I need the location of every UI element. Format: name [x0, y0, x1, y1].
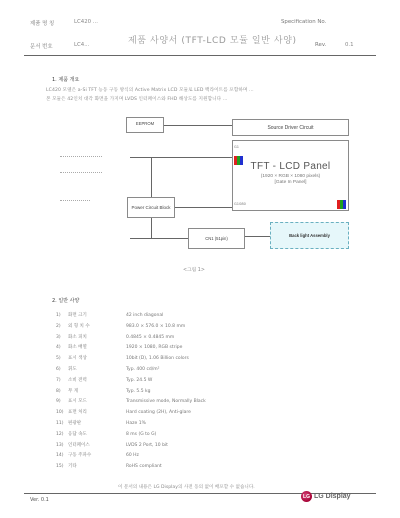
wire-eeprom-source: [164, 125, 232, 126]
gate-line-g1080-label: G1080: [234, 202, 246, 206]
signal-line-2: [60, 172, 102, 174]
spec-row: [56, 398, 206, 407]
lg-logo-text: LG Display: [314, 493, 351, 500]
spec-row-key: 표면 처리: [68, 410, 87, 416]
signal-line-1: [60, 156, 102, 158]
spec-row-value: 0.4845 × 0.4845 mm: [126, 334, 175, 340]
spec-row-number: 6): [56, 367, 61, 372]
spec-row-value: 60 Hz: [126, 453, 139, 459]
spec-row-value: RoHS compliant: [126, 464, 162, 470]
spec-row-value: 983.0 × 576.0 × 10.8 mm: [126, 323, 186, 329]
spec-row-key: 표시 모드: [68, 399, 87, 405]
power-circuit-box: Power Circuit Block: [127, 197, 175, 218]
backlight-assembly-box: Back light Assembly: [270, 222, 349, 249]
spec-row-number: 4): [56, 345, 61, 351]
product-name-label: 제품 명 칭: [30, 21, 55, 27]
spec-row-key: 외 형 치 수: [68, 323, 90, 329]
spec-row-value: 10bit (D), 1.06 Billion colors: [126, 356, 189, 362]
spec-row-number: 13): [56, 442, 64, 448]
spec-row-key: 화소 피치: [68, 334, 87, 340]
spec-row-value: 1920 × 1080, RGB stripe: [126, 345, 183, 351]
spec-row-value: Hard coating (2H), Anti-glare: [126, 410, 191, 416]
spec-row-value: Typ. 5.5 kg: [126, 388, 151, 394]
spec-row-value: Haze 1%: [126, 421, 146, 426]
wire-power-panel: [175, 207, 232, 208]
spec-row-value: Typ. 24.5 W: [126, 377, 153, 383]
header-divider: [24, 55, 376, 56]
wire-timing-panel: [130, 157, 232, 158]
rgb-swatch-bottom: [337, 200, 346, 209]
spec-row-key: 응답 속도: [68, 431, 87, 437]
spec-row-number: 7): [56, 377, 61, 383]
spec-row-key: 구동 주파수: [68, 453, 92, 459]
revision-label: Rev.: [315, 42, 327, 48]
wire-power-down: [151, 218, 152, 238]
spec-row-number: 8): [56, 388, 61, 394]
spec-row: [56, 334, 174, 343]
spec-row: [56, 463, 162, 472]
product-name-value: LC420 ...: [74, 19, 98, 25]
spec-row-key: 편광판: [68, 421, 82, 426]
spec-row: [56, 355, 189, 364]
spec-row-number: 9): [56, 399, 61, 405]
document-title: 제품 사양서 (TFT-LCD 모듈 일반 사양): [128, 36, 297, 46]
spec-row-number: 14): [56, 453, 64, 459]
section-2-heading: 2. 일반 사양: [52, 298, 80, 304]
spec-row-value: LVDS 2 Port, 10 bit: [126, 442, 168, 448]
cn1-connector-box: CN1 (51pin): [188, 228, 245, 249]
spec-row: [56, 388, 150, 397]
document-number-label: 문서 번호: [30, 44, 53, 50]
revision-value: 0.1: [345, 42, 354, 48]
lg-logo-icon: LG: [301, 491, 312, 502]
spec-row-number: 1): [56, 313, 61, 318]
spec-row-value: Transmissive mode, Normally Black: [126, 399, 206, 405]
spec-row-number: 5): [56, 356, 61, 362]
spec-row-key: 휘도: [68, 367, 77, 372]
footer-notice: 이 문서의 내용은 LG Display의 사전 동의 없이 배포할 수 없습니다.: [118, 485, 255, 490]
document-number-value: LC4...: [74, 42, 90, 48]
spec-row: [56, 452, 139, 461]
gate-line-g1-label: G1: [234, 145, 240, 149]
spec-row-key: 표시 색상: [68, 356, 87, 362]
spec-row-key: 무 게: [68, 388, 79, 394]
spec-row-number: 15): [56, 464, 64, 470]
spec-row-value: Typ. 400 cd/m²: [126, 367, 160, 372]
spec-row: [56, 442, 168, 451]
lcd-panel-gate: [Gate In Panel]: [274, 180, 307, 185]
spec-row-number: 3): [56, 334, 61, 340]
spec-row-number: 12): [56, 431, 64, 437]
wire-power-up: [151, 157, 152, 197]
spec-row: [56, 323, 185, 332]
spec-row: [56, 409, 191, 418]
spec-row: [56, 377, 152, 386]
spec-row-number: 10): [56, 410, 64, 416]
spec-row: [56, 312, 163, 321]
spec-row: [56, 366, 159, 375]
lcd-panel-box: [232, 140, 349, 211]
rgb-swatch-top: [234, 156, 243, 165]
spec-number-label: Specification No.: [281, 19, 327, 25]
signal-line-3: [60, 200, 90, 202]
spec-row-key: 화소 배열: [68, 345, 87, 351]
wire-input-cn1: [130, 238, 188, 239]
section-1-heading: 1. 제품 개요: [52, 77, 80, 83]
section-1-paragraph-1: LC420 모델은 a-Si TFT 능동 구동 방식의 Active Matrix LCD 모듈로 LED 백라이트를 포함하며 ...: [46, 88, 254, 93]
source-driver-box: Source Driver Circuit: [232, 119, 349, 136]
spec-row-key: 화면 크기: [68, 313, 87, 318]
spec-row-value: 42 inch diagonal: [126, 313, 164, 318]
spec-row-key: 기타: [68, 464, 77, 470]
spec-row-number: 11): [56, 421, 64, 426]
lcd-panel-title: TFT - LCD Panel: [250, 161, 331, 172]
spec-row-key: 소비 전력: [68, 377, 87, 383]
diagram-caption: <그림 1>: [183, 268, 205, 273]
spec-row: [56, 431, 156, 440]
section-1-paragraph-2: 본 모듈은 42인치 대각 화면을 가지며 LVDS 인터페이스와 FHD 해상도를 지원합니다 ...: [46, 97, 228, 102]
spec-row-value: 8 ms (G to G): [126, 431, 157, 437]
spec-row: [56, 344, 182, 353]
eeprom-box: EEPROM: [126, 117, 164, 133]
spec-row: [56, 420, 146, 429]
lcd-panel-resolution: (1920 × RGB × 1080 pixels): [260, 174, 321, 179]
spec-row-number: 2): [56, 323, 61, 329]
version-label: Ver. 0.1: [30, 497, 49, 503]
wire-cn1-backlight: [245, 236, 270, 237]
lg-display-logo: [301, 491, 351, 502]
spec-row-key: 인터페이스: [68, 442, 90, 448]
